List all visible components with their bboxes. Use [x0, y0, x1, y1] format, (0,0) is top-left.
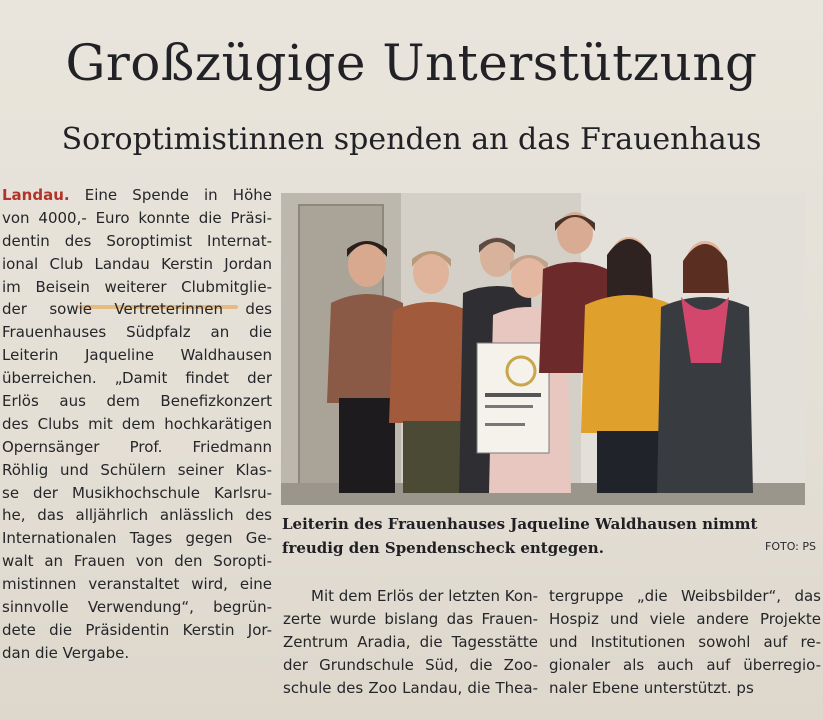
- article-line: dete die Präsidentin Kerstin Jor-: [2, 620, 272, 639]
- article-line: Mit dem Erlös der letzten Kon-: [311, 587, 538, 605]
- article-line: Zentrum Aradia, die Tagesstätte: [283, 632, 538, 651]
- article-middle-column: [283, 585, 538, 699]
- article-line: Erlös aus dem Benefizkonzert: [2, 392, 272, 411]
- article-line: Röhlig und Schülern seiner Klas-: [2, 460, 272, 479]
- article-line: der sowie Vertreterinnen des: [2, 300, 272, 319]
- article-line: tergruppe „die Weibsbilder“, das: [549, 587, 821, 605]
- article-line: he, das alljährlich anlässlich des: [2, 506, 272, 525]
- article-line: se der Musikhochschule Karlsru-: [2, 483, 272, 502]
- headline: Großzügige Unterstützung: [65, 34, 758, 92]
- article-first-line-text: Eine Spende in Höhe: [69, 186, 272, 204]
- article-line: naler Ebene unterstützt. ps: [549, 678, 754, 697]
- article-line: Leiterin Jaqueline Waldhausen: [2, 346, 272, 365]
- article-line: dan die Vergabe.: [2, 643, 130, 662]
- article-line: Opernsänger Prof. Friedmann: [2, 437, 272, 456]
- article-line: dentin des Soroptimist Internat-: [2, 231, 272, 250]
- article-line: schule des Zoo Landau, die Thea-: [283, 678, 538, 697]
- photo-credit: FOTO: PS: [765, 540, 816, 553]
- article-line: Hospiz und viele andere Projekte: [549, 609, 821, 628]
- subheadline: Soroptimistinnen spenden an das Frauenhaus: [61, 122, 762, 157]
- article-left-column: [2, 184, 272, 665]
- article-line: sinnvolle Verwendung“, begrün-: [2, 598, 272, 617]
- dateline: Landau.: [2, 186, 70, 204]
- article-line: mistinnen veranstaltet wird, eine: [2, 575, 272, 594]
- article-line: Frauenhauses Südpfalz an die: [2, 323, 272, 342]
- article-line: und Institutionen sowohl auf re-: [549, 632, 821, 651]
- article-line: des Clubs mit dem hochkarätigen: [2, 414, 272, 433]
- article-line: im Beisein weiterer Clubmitglie-: [2, 277, 272, 296]
- article-line: ional Club Landau Kerstin Jordan: [2, 254, 272, 273]
- article-line: [2, 184, 272, 207]
- article-line: walt an Frauen von den Soropti-: [2, 552, 272, 571]
- article-line: Internationalen Tages gegen Ge-: [2, 529, 272, 548]
- article-line: der Grundschule Süd, die Zoo-: [283, 655, 538, 674]
- photo-caption: Leiterin des Frauenhauses Jaqueline Waldhausen nimmt freudig den Spendenscheck entgegen.: [282, 515, 758, 557]
- article-line: von 4000,- Euro konnte die Präsi-: [2, 208, 272, 227]
- group-photo-illustration: [281, 193, 805, 505]
- article-line: gionaler als auch auf überregio-: [549, 655, 821, 674]
- article-line: überreichen. „Damit findet der: [2, 369, 272, 388]
- article-right-column: [549, 585, 821, 699]
- article-line: zerte wurde bislang das Frauen-: [283, 609, 538, 628]
- group-photo: [281, 193, 805, 505]
